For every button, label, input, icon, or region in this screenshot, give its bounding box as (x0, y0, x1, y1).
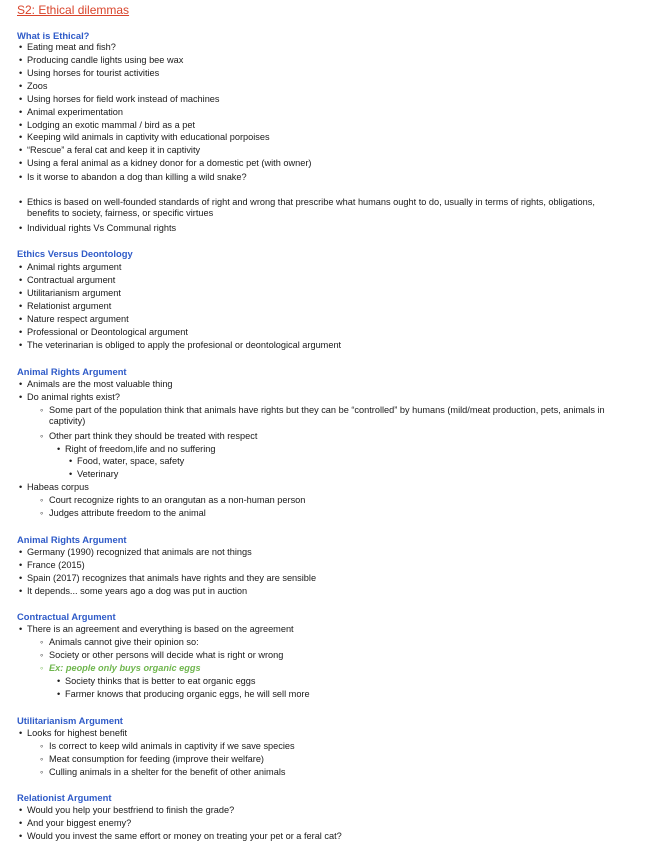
list-item-text: Relationist argument (27, 301, 112, 311)
list-item-text: Nature respect argument (27, 314, 129, 324)
list-item (40, 650, 284, 661)
list-item-text: It depends... some years ago a dog was put in auction (27, 586, 248, 596)
list-item-text: Using a feral animal as a kidney donor for a domestic pet (with owner) (27, 158, 312, 168)
list-item (19, 314, 129, 325)
bullet-icon: • (19, 818, 23, 828)
list-item-text: Keeping wild animals in captivity with educational porpoises (27, 132, 270, 142)
bullet-icon: • (19, 586, 23, 596)
list-item (40, 754, 264, 765)
bullet-icon: • (19, 262, 23, 272)
list-item-text: Court recognize rights to an orangutan as a non-human person (49, 495, 306, 505)
list-item-text: “Rescue” a feral cat and keep it in captivity (27, 145, 201, 155)
bullet-icon: • (19, 831, 23, 841)
bullet-icon: • (19, 560, 23, 570)
list-item (40, 405, 617, 427)
list-item (19, 547, 252, 558)
list-item-text: Culling animals in a shelter for the benefit of other animals (49, 767, 286, 777)
list-item (19, 805, 235, 816)
list-item-text: There is an agreement and everything is based on the agreement (27, 624, 294, 634)
list-item-text: Contractual argument (27, 275, 116, 285)
bullet-icon: • (19, 68, 23, 78)
list-item-text: Zoos (27, 81, 48, 91)
bullet-icon: • (19, 145, 23, 155)
list-item-text: Spain (2017) recognizes that animals have rights and they are sensible (27, 573, 317, 583)
list-item-text: Producing candle lights using bee wax (27, 55, 184, 65)
list-item-text: France (2015) (27, 560, 85, 570)
list-item (19, 288, 121, 299)
list-item (19, 94, 220, 105)
list-item-text: Lodging an exotic mammal / bird as a pet (27, 120, 196, 130)
list-item (19, 132, 270, 143)
bullet-icon: • (19, 275, 23, 285)
bullet-icon: • (19, 172, 23, 182)
list-item (19, 340, 342, 351)
bullet-icon: • (19, 301, 23, 311)
list-item-text: Utilitarianism argument (27, 288, 121, 298)
list-item (40, 663, 201, 674)
list-item (19, 818, 132, 829)
list-item (40, 508, 206, 519)
list-item (19, 223, 177, 234)
bullet-icon: • (19, 132, 23, 142)
list-item-text: Animals are the most valuable thing (27, 379, 173, 389)
list-item (19, 158, 312, 169)
hollow-bullet-icon: ◦ (40, 754, 44, 764)
list-item (19, 55, 184, 66)
list-item (19, 172, 247, 183)
list-item-text: Food, water, space, safety (77, 456, 185, 466)
list-item-text: Do animal rights exist? (27, 392, 120, 402)
list-item (19, 145, 201, 156)
list-item (19, 482, 89, 493)
section-heading: Utilitarianism Argument (17, 715, 123, 726)
hollow-bullet-icon: ◦ (40, 663, 44, 673)
bullet-icon: • (57, 689, 61, 699)
list-item-text: Animal rights argument (27, 262, 122, 272)
bullet-icon: • (57, 676, 61, 686)
bullet-icon: • (19, 107, 23, 117)
list-item (19, 120, 196, 131)
bullet-icon: • (69, 469, 73, 479)
page-title: S2: Ethical dilemmas (17, 3, 130, 17)
hollow-bullet-icon: ◦ (40, 405, 44, 415)
list-item-text: Individual rights Vs Communal rights (27, 223, 177, 233)
list-item-text: Is it worse to abandon a dog than killing a wild snake? (27, 172, 247, 182)
bullet-icon: • (19, 55, 23, 65)
list-item (69, 469, 119, 480)
bullet-icon: • (19, 94, 23, 104)
list-item (69, 456, 185, 467)
list-item (19, 624, 294, 635)
bullet-icon: • (19, 42, 23, 52)
list-item (57, 689, 310, 700)
list-item-text: Animals cannot give their opinion so: (49, 637, 199, 647)
list-item (57, 676, 256, 687)
bullet-icon: • (19, 728, 23, 738)
section-heading: Ethics Versus Deontology (17, 248, 133, 259)
list-item (19, 42, 116, 53)
section-heading: Contractual Argument (17, 611, 116, 622)
list-item-text: The veterinarian is obliged to apply the profesional or deontological argument (27, 340, 342, 350)
list-item-text: Habeas corpus (27, 482, 89, 492)
bullet-icon: • (19, 314, 23, 324)
section-heading: What is Ethical? (17, 30, 90, 41)
section-heading: Relationist Argument (17, 792, 112, 803)
bullet-icon: • (19, 197, 23, 207)
bullet-icon: • (19, 81, 23, 91)
list-item-text: Using horses for tourist activities (27, 68, 160, 78)
list-item-text: Society thinks that is better to eat organic eggs (65, 676, 256, 686)
list-item (19, 327, 188, 338)
list-item-text: Some part of the population think that animals have rights but they can be “controlled” by humans (mild/meat production, pets, animals in captivity) (49, 405, 605, 426)
list-item-text: Veterinary (77, 469, 119, 479)
bullet-icon: • (19, 624, 23, 634)
list-item-text: Germany (1990) recognized that animals are not things (27, 547, 252, 557)
list-item-text: Judges attribute freedom to the animal (49, 508, 206, 518)
list-item-text: Would you help your bestfriend to finish the grade? (27, 805, 235, 815)
list-item-text: Professional or Deontological argument (27, 327, 188, 337)
list-item-text: Other part think they should be treated with respect (49, 431, 258, 441)
hollow-bullet-icon: ◦ (40, 767, 44, 777)
list-item (19, 560, 85, 571)
bullet-icon: • (57, 444, 61, 454)
list-item (19, 68, 160, 79)
list-item-text: Animal experimentation (27, 107, 124, 117)
bullet-icon: • (19, 288, 23, 298)
list-item-text: Using horses for field work instead of machines (27, 94, 220, 104)
bullet-icon: • (19, 223, 23, 233)
hollow-bullet-icon: ◦ (40, 637, 44, 647)
list-item-text: Ex: people only buys organic eggs (49, 663, 201, 673)
bullet-icon: • (19, 327, 23, 337)
list-item (19, 831, 342, 842)
hollow-bullet-icon: ◦ (40, 431, 44, 441)
list-item (19, 197, 617, 219)
section-heading: Animal Rights Argument (17, 366, 127, 377)
list-item-text: Right of freedom,life and no suffering (65, 444, 216, 454)
list-item-text: Would you invest the same effort or money on treating your pet or a feral cat? (27, 831, 342, 841)
list-item (19, 262, 122, 273)
bullet-icon: • (19, 805, 23, 815)
hollow-bullet-icon: ◦ (40, 741, 44, 751)
bullet-icon: • (19, 482, 23, 492)
hollow-bullet-icon: ◦ (40, 495, 44, 505)
list-item-text: Society or other persons will decide what is right or wrong (49, 650, 284, 660)
section-heading: Animal Rights Argument (17, 534, 127, 545)
list-item (19, 728, 128, 739)
list-item (19, 586, 248, 597)
list-item-text: And your biggest enemy? (27, 818, 132, 828)
list-item (19, 573, 317, 584)
bullet-icon: • (19, 573, 23, 583)
list-item-text: Is correct to keep wild animals in captivity if we save species (49, 741, 295, 751)
list-item (57, 444, 216, 455)
bullet-icon: • (69, 456, 73, 466)
list-item (19, 275, 116, 286)
list-item (40, 637, 199, 648)
list-item (19, 107, 124, 118)
list-item-text: Looks for highest benefit (27, 728, 128, 738)
list-item-text: Eating meat and fish? (27, 42, 116, 52)
bullet-icon: • (19, 547, 23, 557)
bullet-icon: • (19, 392, 23, 402)
hollow-bullet-icon: ◦ (40, 650, 44, 660)
bullet-icon: • (19, 340, 23, 350)
list-item (40, 741, 295, 752)
list-item-text: Ethics is based on well-founded standards of right and wrong that prescribe what humans ought to do, usually in terms of rights, obligations, benefits to society, fairness, or specific virtues (27, 197, 595, 218)
list-item (40, 495, 306, 506)
list-item (19, 392, 120, 403)
hollow-bullet-icon: ◦ (40, 508, 44, 518)
list-item (19, 301, 112, 312)
bullet-icon: • (19, 120, 23, 130)
list-item (19, 379, 173, 390)
list-item (19, 81, 48, 92)
bullet-icon: • (19, 158, 23, 168)
list-item-text: Meat consumption for feeding (improve their welfare) (49, 754, 264, 764)
bullet-icon: • (19, 379, 23, 389)
list-item (40, 431, 258, 442)
list-item-text: Farmer knows that producing organic eggs, he will sell more (65, 689, 310, 699)
list-item (40, 767, 286, 778)
